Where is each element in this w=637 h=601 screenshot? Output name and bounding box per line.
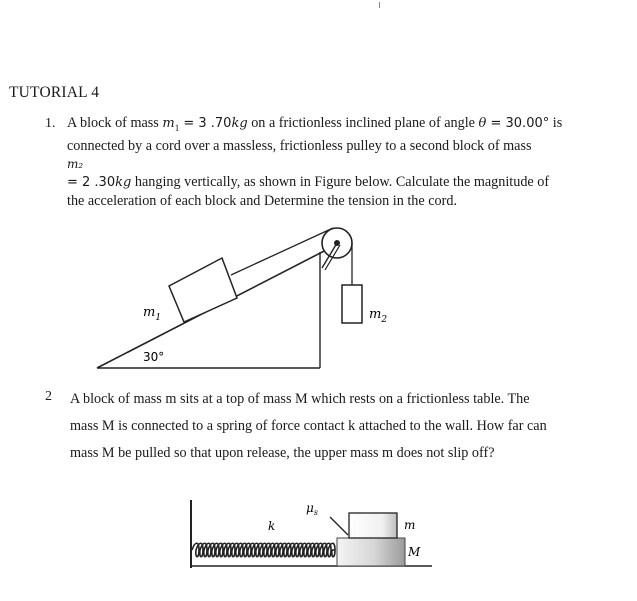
m1-label: $m_1$ (143, 305, 162, 323)
question-2-line-3: mass M be pulled so that upon release, the upper mass m does not slip off? (70, 445, 495, 461)
angle-label: 30° (143, 350, 165, 364)
question-2-line-2: mass M is connected to a spring of force contact k attached to the wall. How far can (70, 418, 547, 434)
question-2-line-1: A block of mass m sits at a top of mass M which rests on a frictionless table. The (70, 391, 530, 407)
question-2-number: 2 (45, 389, 52, 404)
page-title: TUTORIAL 4 (9, 84, 100, 101)
question-1-line-5: the acceleration of each block and Determine the tension in the cord. (67, 192, 457, 209)
friction-pointer (330, 517, 348, 535)
lower-mass-label: M (408, 545, 421, 559)
friction-coefficient-label: $\mu_s$ (306, 501, 318, 517)
spring (192, 543, 335, 557)
block-m (349, 513, 397, 538)
question-1-line-2: connected by a cord over a massless, frictionless pulley to a second block of mass (67, 137, 532, 154)
m2-label: $m_2$ (369, 307, 388, 325)
upper-mass-label: m (404, 518, 416, 532)
block-M (337, 538, 405, 566)
question-1-line-4: = 2 .30kg hanging vertically, as shown in Figure below. Calculate the magnitude of (67, 173, 550, 190)
question-1-line-3: m₂ (67, 156, 84, 171)
spring-constant-label: k (268, 519, 276, 533)
question-1-line-1: A block of mass $m_1 = 3$ .70kg on a frictionless inclined plane of angle θ = 30.00° is (67, 115, 563, 133)
question-1-number: 1. (45, 116, 56, 131)
